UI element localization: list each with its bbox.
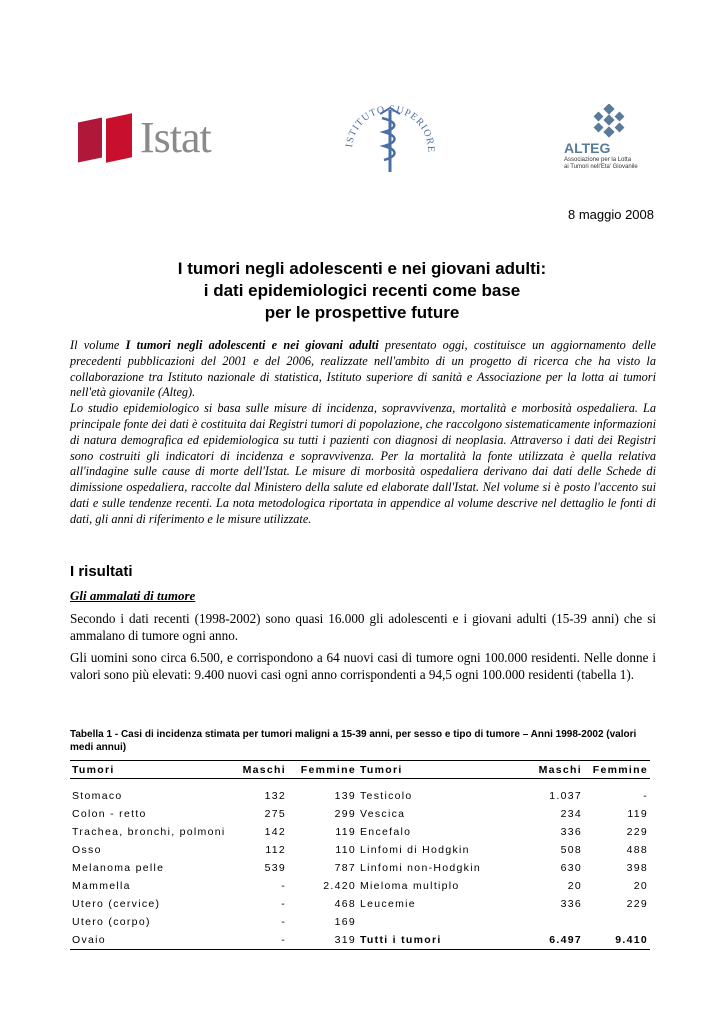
total-maschi-value: 6.497 xyxy=(534,931,584,950)
tumor-name: Linfomi di Hodgkin xyxy=(360,844,470,856)
header-tumori-right: Tumori xyxy=(358,761,534,779)
title-line-3: per le prospettive future xyxy=(264,303,460,322)
tumor-name: Mieloma multiplo xyxy=(360,880,460,892)
tumor-name: Colon - retto xyxy=(72,808,147,820)
tumor-name: Melanoma pelle xyxy=(72,862,165,874)
section-heading-risultati: I risultati xyxy=(70,563,133,580)
incidence-table xyxy=(70,760,650,950)
total-femmine-value: 9.410 xyxy=(584,931,650,950)
tumor-name xyxy=(358,913,534,931)
maschi-value: 336 xyxy=(560,898,582,910)
alteg-tagline xyxy=(564,157,664,171)
tumor-name: Utero (corpo) xyxy=(72,916,151,928)
table-header-row xyxy=(70,761,650,779)
femmine-value: 169 xyxy=(334,916,356,928)
maschi-value: - xyxy=(236,931,288,950)
results-paragraph-2: Gli uomini sono circa 6.500, e corrispondono a 64 nuovi casi di tumore ogni 100.000 residenti. Nelle donne i valori sono più elevati: 9.400 nuovi casi ogni anno corrispondenti a 94,5 ogni 100.000 residenti (tabella 1). xyxy=(70,650,656,682)
femmine-value: 119 xyxy=(627,808,648,820)
title-line-2: i dati epidemiologici recenti come base xyxy=(203,281,521,300)
iss-logo xyxy=(340,88,440,178)
table-row xyxy=(70,805,650,823)
femmine-value: 2.420 xyxy=(323,880,356,892)
table-row xyxy=(70,823,650,841)
tumor-name: Osso xyxy=(72,844,102,856)
femmine-value: 488 xyxy=(626,844,648,856)
page-title xyxy=(70,258,654,324)
table-row xyxy=(70,859,650,877)
tumor-name: Encefalo xyxy=(360,826,412,838)
intro-text xyxy=(70,338,656,528)
femmine-value: 110 xyxy=(335,844,356,856)
table-row xyxy=(70,787,650,805)
istat-logo xyxy=(78,114,230,164)
femmine-value: 299 xyxy=(334,808,356,820)
maschi-value: - xyxy=(281,880,286,892)
header-femmine-left: Femmine xyxy=(288,761,358,779)
femmine-value: 20 xyxy=(633,880,648,892)
maschi-value: 142 xyxy=(264,826,286,838)
tumor-name: Testicolo xyxy=(360,790,413,802)
intro-paragraph-1 xyxy=(70,338,656,401)
maschi-value: 234 xyxy=(560,808,582,820)
intro-p1-book-title: I tumori negli adolescenti e nei giovani adulti xyxy=(125,338,379,352)
header-maschi-right: Maschi xyxy=(534,761,584,779)
femmine-value: 319 xyxy=(288,931,358,950)
header-tumori-left: Tumori xyxy=(70,761,236,779)
iss-seal-icon xyxy=(340,88,440,178)
header-maschi-left: Maschi xyxy=(236,761,288,779)
femmine-value: 119 xyxy=(335,826,356,838)
subheading-ammalati: Gli ammalati di tumore xyxy=(70,588,196,603)
tumor-name: Linfomi non-Hodgkin xyxy=(360,862,482,874)
table-row xyxy=(70,895,650,913)
intro-p1-pre: Il volume xyxy=(70,338,126,352)
alteg-wordmark: ALTEG xyxy=(564,140,611,156)
intro-paragraph-2: Lo studio epidemiologico si basa sulle misure di incidenza, sopravvivenza, mortalità e morbosità ospedaliera. La principale fonte dei dati è costituita dai Registri tumori di popolazione, che raccolgono sistematicamente informazioni di natura demografica ed epidemiologica su tutti i pazienti con diagnosi di neoplasia. Attraverso i dati dei Registri sono costruiti gli indicatori di incidenza e sopravvivenza. Per la mortalità la fonte utilizzata è quella relativa all'indagine sulle cause di morte dell'Istat. Le misure di morbosità ospedaliera derivano dai dati delle Schede di dimissione ospedaliera, raccolte dal Ministero della salute ed elaborate dall'Istat. Nel volume si è posto l'accento sui dati e sulle tendenze recenti. La nota metodologica riportata in appendice al volume descrive nel dettaglio le fonti di dati, gli anni di riferimento e le misure utilizzate. xyxy=(70,401,656,526)
tumor-name: Ovaio xyxy=(70,931,236,950)
maschi-value: 630 xyxy=(560,862,582,874)
femmine-value: 139 xyxy=(334,790,356,802)
femmine-value: 398 xyxy=(626,862,648,874)
istat-mark-right xyxy=(106,113,132,163)
maschi-value: 20 xyxy=(567,880,582,892)
femmine-value xyxy=(584,913,650,931)
results-paragraph-1: Secondo i dati recenti (1998-2002) sono quasi 16.000 gli adolescenti e i giovani adulti (15-39 anni) che si ammalano di tumore ogni anno. xyxy=(70,611,656,643)
table-caption: Tabella 1 - Casi di incidenza stimata per tumori maligni a 15-39 anni, per sesso e tipo di tumore – Anni 1998-2002 (valori medi annui) xyxy=(70,729,637,753)
maschi-value: 112 xyxy=(265,844,286,856)
document-date: 8 maggio 2008 xyxy=(567,207,654,222)
intro-p1-post: presentato oggi, costituisce un aggiornamento delle precedenti pubblicazioni del 2001 e del 2006, realizzate nell'ambito di un progetto di ricerca che ha visto la collaborazione tra Istituto nazionale di statistica, Istituto superiore di sanità e Associazione per la lotta ai tumori nell'età giovanile (Alteg). xyxy=(70,338,656,400)
tumor-name: Utero (cervice) xyxy=(72,898,161,910)
alteg-logo xyxy=(564,104,664,174)
maschi-value: 275 xyxy=(264,808,286,820)
table-row xyxy=(70,913,650,931)
maschi-value: 336 xyxy=(560,826,582,838)
tumor-name: Leucemie xyxy=(360,898,416,910)
alteg-symbol-icon xyxy=(586,104,632,140)
femmine-value: 787 xyxy=(334,862,356,874)
alteg-tagline-2: ai Tumori nell'Eta' Giovanile xyxy=(564,164,638,170)
maschi-value: 132 xyxy=(264,790,286,802)
tumor-name: Vescica xyxy=(360,808,406,820)
istat-mark-left xyxy=(78,117,102,162)
header xyxy=(0,0,724,200)
maschi-value: 1.037 xyxy=(549,790,582,802)
tumor-name: Trachea, bronchi, polmoni xyxy=(72,826,226,838)
maschi-value xyxy=(534,913,584,931)
maschi-value: - xyxy=(281,898,286,910)
maschi-value: - xyxy=(281,916,286,928)
title-line-1: I tumori negli adolescenti e nei giovani adulti: xyxy=(177,259,547,278)
table-row xyxy=(70,841,650,859)
femmine-value: 229 xyxy=(626,826,648,838)
table-row-total xyxy=(70,931,650,950)
femmine-value: 229 xyxy=(626,898,648,910)
table-row xyxy=(70,877,650,895)
maschi-value: 508 xyxy=(560,844,582,856)
alteg-tagline-1: Associazione per la Lotta xyxy=(564,157,632,163)
results-text xyxy=(70,610,656,688)
femmine-value: 468 xyxy=(334,898,356,910)
svg-text:ISTITUTO SUPERIORE DI SANITÀ: ISTITUTO SUPERIORE xyxy=(344,103,437,154)
tumor-name: Stomaco xyxy=(72,790,123,802)
header-femmine-right: Femmine xyxy=(584,761,650,779)
femmine-value: - xyxy=(643,790,648,802)
total-label: Tutti i tumori xyxy=(358,931,534,950)
tumor-name: Mammella xyxy=(72,880,131,892)
istat-wordmark: Istat xyxy=(140,113,211,162)
maschi-value: 539 xyxy=(264,862,286,874)
